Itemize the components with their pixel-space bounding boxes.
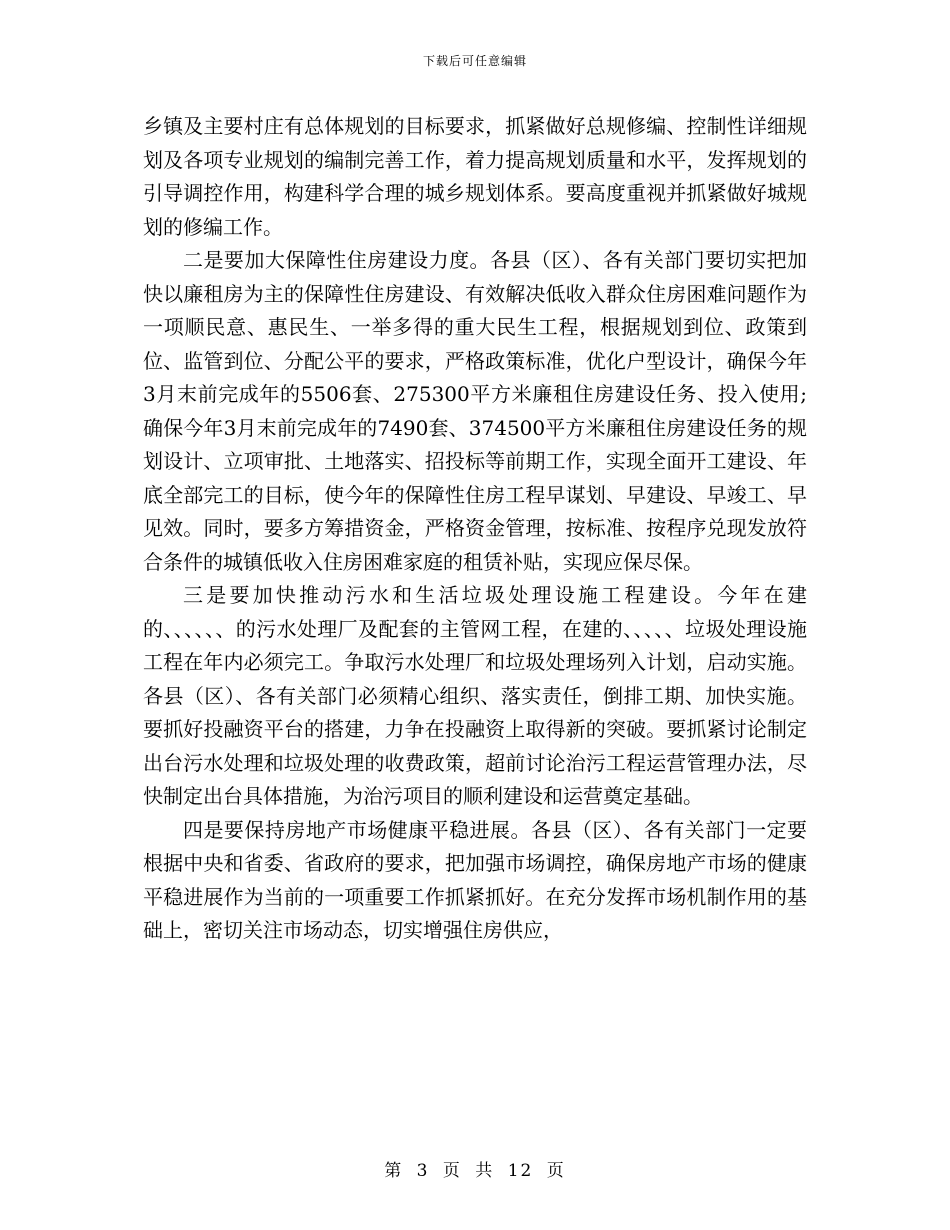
page-number: 第 3 页 共 12 页 <box>384 1161 566 1181</box>
paragraph-real-estate: 四是要保持房地产市场健康平稳进展。各县（区）、各有关部门一定要根据中央和省委、省政府的要求，把加强市场调控，确保房地产市场的健康平稳进展作为当前的一项重要工作抓紧抓好。在充分发挥市场机制作用的基础上，密切关注市场动态，切实增强住房供应， <box>143 817 807 942</box>
paragraph-housing: 二是要加大保障性住房建设力度。各县（区）、各有关部门要切实把加快以廉租房为主的保障性住房建设、有效解决低收入群众住房困难问题作为一项顺民意、惠民生、一举多得的重大民生工程，根据规划到位、政策到位、监管到位、分配公平的要求，严格政策标准，优化户型设计，确保今年3月末前完成年的5506套、275300平方米廉租住房建设任务、投入使用;确保今年3月末前完成年的7490套、374500平方米廉租住房建设任务的规划设计、立项审批、土地落实、招投标等前期工作，实现全面开工建设、年底全部完工的目标，使今年的保障性住房工程早谋划、早建设、早竣工、早见效。同时，要多方筹措资金，严格资金管理，按标准、按程序兑现发放符合条件的城镇低收入住房困难家庭的租赁补贴，实现应保尽保。 <box>143 248 807 574</box>
paragraph-sewage: 三是要加快推动污水和生活垃圾处理设施工程建设。今年在建的、、、、、、的污水处理厂及配套的主管网工程，在建的、、、、、垃圾处理设施工程在年内必须完工。争取污水处理厂和垃圾处理场列入计划，启动实施。各县（区）、各有关部门必须精心组织、落实责任，倒排工期、加快实施。要抓好投融资平台的搭建，力争在投融资上取得新的突破。要抓紧讨论制定出台污水处理和垃圾处理的收费政策，超前讨论治污工程运营管理办法，尽快制定出台具体措施，为治污项目的顺利建设和运营奠定基础。 <box>143 583 807 808</box>
paragraph-continuation: 乡镇及主要村庄有总体规划的目标要求，抓紧做好总规修编、控制性详细规划及各项专业规划的编制完善工作，着力提高规划质量和水平，发挥规划的引导调控作用，构建科学合理的城乡规划体系。要高度重视并抓紧做好城规划的修编工作。 <box>143 114 807 239</box>
page-header: 下载后可任意编辑 <box>422 54 527 68</box>
document-body <box>143 110 807 948</box>
